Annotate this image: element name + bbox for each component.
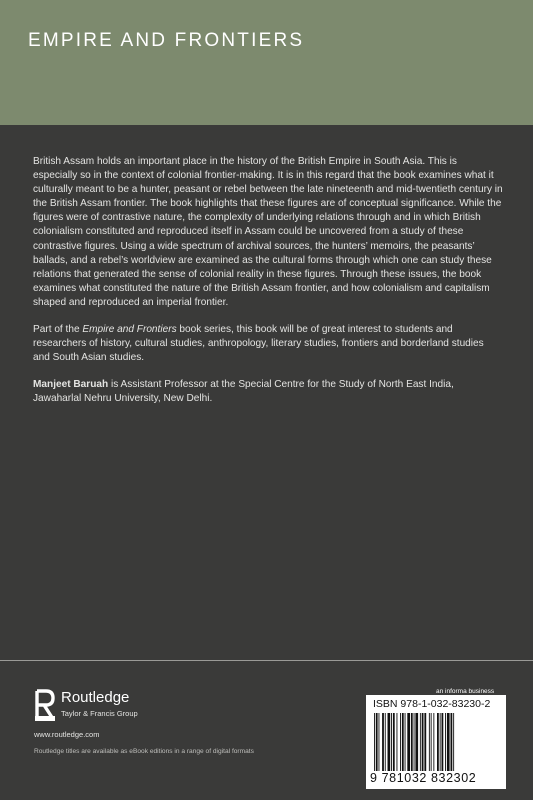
description-paragraph: British Assam holds an important place in the history of the British Empire in South Asia. This is especially so in the context of colonial frontier-making. It is in this regard that the book examines what it culturally meant to be a hunter, peasant or rebel between the late nineteenth and mid-twentieth century in the British Assam frontier. The book highlights that these figures are of conceptual significance. While the figures were of contrastive nature, the complexity of underlying relations through and in which British colonialism constituted and reproduced itself in Assam could be uncovered from a study of these contrastive figures. Using a wide spectrum of archival sources, the hunters’ memoirs, the peasants’ ballads, and a rebel’s worldview are examined as the cultural forms through which one can study these relations that generated the sense of colonial reality in these figures. Through these issues, the book examines what constituted the nature of the British Assam frontier, and how colonialism and capitalism shaped and reproduced an imperial frontier. (33, 156, 503, 308)
series-title: EMPIRE AND FRONTIERS (28, 30, 305, 51)
barcode-bar (402, 713, 404, 773)
author-bio (33, 378, 503, 406)
isbn-label: ISBN 978-1-032-83230-2 (373, 698, 491, 710)
barcode-bar (400, 713, 401, 773)
series-paragraph-start: Part of the (33, 324, 83, 336)
barcode-bar (431, 713, 432, 773)
barcode-bar (424, 713, 426, 773)
series-paragraph-end: book series, this book will be of great interest to students and researchers of history, cultural studies, anthropology, literary studies, frontiers and borderland studies and South Asian studies. (33, 324, 484, 364)
barcode-bar (397, 713, 398, 773)
series-paragraph (33, 323, 503, 365)
barcode-bar (447, 713, 450, 773)
barcode-icon (372, 713, 500, 773)
barcode-bar (429, 713, 430, 773)
barcode-bar (393, 713, 395, 773)
barcode-bar (379, 713, 380, 773)
routledge-logo-icon (34, 688, 56, 722)
footer-divider (0, 660, 533, 661)
barcode-bar (453, 713, 454, 773)
barcode-bar (415, 713, 418, 773)
barcode-bar (440, 713, 441, 773)
author-name: Manjeet Baruah (33, 379, 109, 391)
ebook-note: Routledge titles are available as eBook editions in a range of digital formats (34, 748, 254, 755)
barcode-bar (388, 713, 391, 773)
back-cover-blurb (33, 155, 503, 420)
barcode-bar (385, 713, 386, 773)
barcode-bar (405, 713, 406, 773)
author-bio-text: is Assistant Professor at the Special Centre for the Study of North East India, Jawaharlal Nehru University, New Delhi. (33, 379, 454, 405)
barcode-bar (451, 713, 453, 773)
barcode-bar (391, 713, 392, 773)
barcode-bar (445, 713, 446, 773)
barcode-bar (442, 713, 444, 773)
barcode-bar (422, 713, 424, 773)
barcode-digits: 9 781032 832302 (370, 771, 477, 785)
barcode-bar (411, 713, 413, 773)
barcode-bar (420, 713, 421, 773)
barcode-bar (414, 713, 415, 773)
barcode-bar (374, 713, 375, 773)
publisher-name: Routledge (61, 689, 130, 706)
isbn-barcode (366, 695, 506, 789)
barcode-bar (382, 713, 384, 773)
series-header-band (0, 0, 533, 125)
series-name: Empire and Frontiers (82, 324, 177, 336)
publisher-url: www.routledge.com (34, 730, 100, 739)
barcode-bar (433, 713, 434, 773)
barcode-bar (437, 713, 439, 773)
barcode-bar (376, 713, 378, 773)
informa-business-label: an informa business (436, 688, 495, 695)
barcode-bar (407, 713, 410, 773)
publisher-group: Taylor & Francis Group (61, 709, 138, 718)
